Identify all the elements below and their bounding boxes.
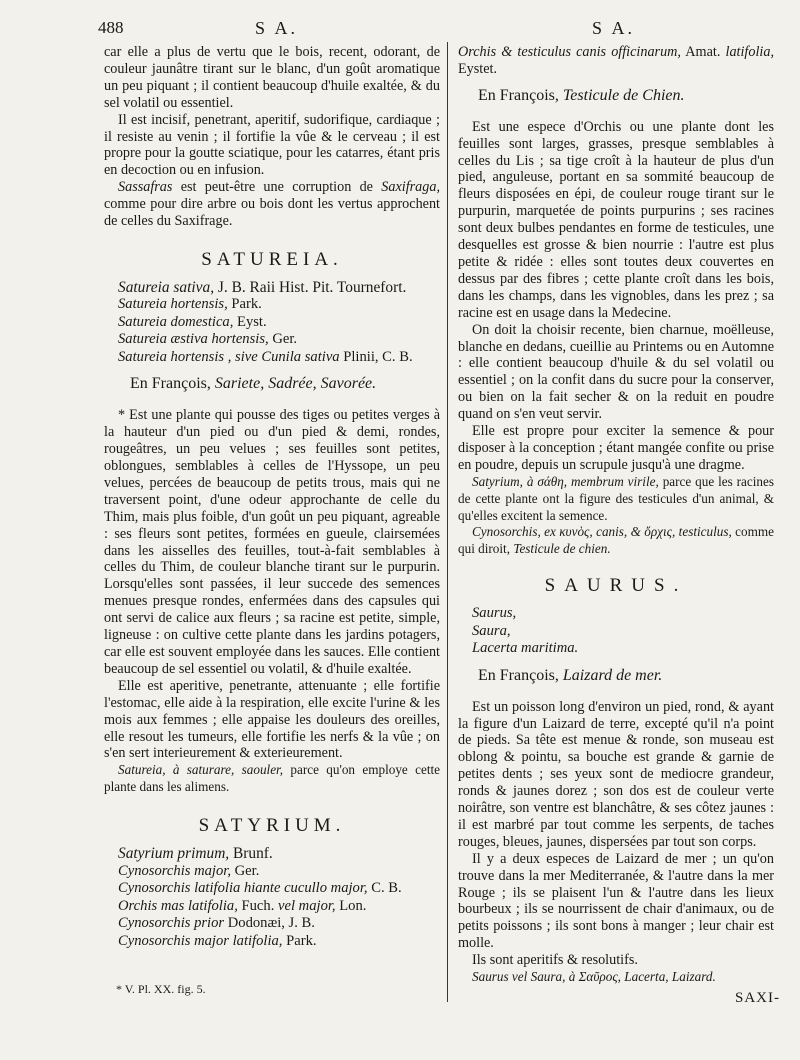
synonym-line: Lacerta maritima. [472, 640, 579, 657]
paragraph: Est un poisson long d'environ un pied, rond, & ayant la figure d'un Laizard de terre, excepté qu'il n'a point de pieds. Sa tête est menue & ronde, son museau est oblong & pointu, sa bouche est grande & garnie de petites dents ; ses yeux sont de mediocre grandeur, ronds & jaunes dorez ; son dos est de couleur verte noirâtre, son ventre est blanchâtre, & ses côtez jaunes : il est marbré par tout comme les serpents, de taches rouges, bleues, jaunes, dispersées par tout son corps. [458, 698, 774, 850]
right-column [458, 44, 774, 986]
synonym-line: Saurus, [472, 605, 517, 622]
section-heading-satyrium: SATYRIUM. [198, 815, 346, 837]
catchword: SAXI- [735, 990, 780, 1006]
french-name: En François, Sariete, Sadrée, Savorée. [130, 375, 377, 393]
paragraph: Est une espece d'Orchis ou une plante dont les feuilles sont larges, grasses, presque semblables à celles du Lis ; sa tige croît à la hauteur de plus d'un pied, anguleuse, portant en sa sommité beaucoup de fleurs disposées en épi, de couleur rouge tirant sur le purpurin, marquetée de points purpurins ; ses racines sont deux bulbes pendantes en forme de testicules, une desquelles est grosse & bien nourrie : l'autre est plus petite & ridée : elles sont toutes deux couvertes en dessus par des fibres ; cette plante croît dans les bois, dans les champs, dans les vignobles, dans les prez ; sa racine est en usage dans la Medecine. [458, 118, 774, 321]
synonym-line: Cynosorchis latifolia hiante cucullo major, C. B. [118, 880, 402, 897]
synonym-line: Orchis mas latifolia, Fuch. vel major, Lon. [118, 897, 367, 914]
synonym-line: Satureia hortensis , sive Cunila sativa Plinii, C. B. [118, 348, 413, 365]
paragraph: * Est une plante qui pousse des tiges ou petites verges à la hauteur d'un pied ou d'un pied & demi, rondes, rougeâtres, un peu velues ; ses feuilles sont petites, oblongues, semblables à celles de l'Hyssope, un peu velues, percées de beaucoup de petits trous, mais qui ne traversent point, d'une odeur approchante de celle du Thim, mais plus foible, d'un goût un peu piquant, agreable : ses fleurs sont petites, formées en gueule, clairsemées dans les aisselles des feuilles, tout-à-fait semblables à celles du Thim, de couleur blanche tirant sur le purpurin. Lorsqu'elles sont passées, il leur succede des semences menues presque rondes, enfermées dans des capsules qui ont servi de calice aux fleurs ; sa racine est petite, simple, ligneuse : on cultive cette plante dans les jardins potagers, car elle est souvent employée dans les sauces. Elle contient beaucoup de sel essentiel ou volatil, & d'huile exaltée. [104, 407, 440, 677]
etymology: Saurus vel Saura, à Σαῦρος, Lacerta, Laizard. [472, 969, 716, 985]
synonym-line: Satureia sativa, J. B. Raii Hist. Pit. Tournefort. [118, 278, 407, 296]
paragraph: Ils sont aperitifs & resolutifs. [472, 952, 638, 969]
paragraph: Elle est propre pour exciter la semence & pour disposer à la conception ; étant mangée confite ou prise en poudre, depuis un scrupule jusqu'à une dragme. [458, 423, 774, 473]
paragraph: Il y a deux especes de Laizard de mer ; un qu'on trouve dans la mer Mediterranée, & l'autre dans la mer Rouge ; ils se plaisent l'un & l'autre dans les lieux bourbeux ; ils se nourrissent de chair d'animaux, ou de petits poissons ; ils sont bons à manger ; leur chair est molle. [458, 850, 774, 952]
synonym-line: Satureia hortensis, Park. [118, 296, 262, 313]
running-head-left: S A. [255, 18, 299, 38]
synonym-line: Satyrium primum, Brunf. [118, 845, 273, 863]
paragraph: On doit la choisir recente, bien charnue, moëlleuse, blanche en dedans, cueillie au Printems ou en Automne : elle contient beaucoup d'huile & du sel volatil ou essentiel ; on la confit dans du sucre pour la conserver, ou bien on la fait secher & on la reduit en poudre quand on s'en veut servir. [458, 321, 774, 423]
paragraph: Sassafras est peut-être une corruption de Saxifraga, comme pour dire arbre ou bois dont les vertus approchent de celles du Saxifrage. [104, 179, 440, 230]
paragraph: Il est incisif, penetrant, aperitif, sudorifique, cardiaque ; il resiste au venin ; il fortifie la vûe & le cerveau ; il est propre pour la goutte sciatique, pour les catarres, étant pris en decoction ou en infusion. [104, 111, 440, 179]
italic-term: Sassafras [118, 179, 173, 196]
etymology: Satureia, à saturare, saouler, parce qu'on employe cette plante dans les alimens. [104, 762, 440, 795]
synonym-line: Satureia æstiva hortensis, Ger. [118, 331, 298, 348]
footnote: * V. Pl. XX. fig. 5. [116, 982, 206, 996]
synonym-line: Cynosorchis prior Dodonæi, J. B. [118, 915, 315, 932]
synonym-line: Saura, [472, 622, 511, 639]
etymology: Satyrium, à σάθη, membrum virile, parce que les racines de cette plante ont la figure des testicules d'un animal, & qu'elles excitent la semence. [458, 473, 775, 523]
synonym-line: Cynosorchis major, Ger. [118, 862, 260, 879]
running-head-right: S A. [592, 18, 636, 38]
synonym-line: Cynosorchis major latifolia, Park. [118, 932, 317, 949]
synonym-line: Orchis & testiculus canis officinarum, Amat. latifolia, Eystet. [458, 44, 774, 77]
italic-term: Saxifraga, [381, 179, 440, 196]
synonym-line: Satureia domestica, Eyst. [118, 313, 267, 330]
paragraph: Elle est aperitive, penetrante, attenuante ; elle fortifie l'estomac, elle aide à la respiration, elle excite l'urine & les mois aux femmes ; elle appaise les douleurs des oreilles, elle resout les tumeurs, elle fortifie les nerfs & la vûe ; on s'en sert interieurement & exterieurement. [104, 677, 440, 762]
column-divider [447, 42, 448, 1002]
section-heading-satureia: SATUREIA. [201, 248, 343, 270]
page-number: 488 [98, 18, 124, 37]
section-heading-saurus: SAURUS. [544, 575, 688, 597]
french-name: En François, Laizard de mer. [478, 666, 663, 684]
left-column [104, 44, 440, 950]
french-name: En François, Testicule de Chien. [478, 86, 685, 104]
paragraph: car elle a plus de vertu que le bois, recent, odorant, de couleur jaunâtre tirant sur le blanc, d'un goût aromatique un peu piquant ; il contient beaucoup d'huile exaltée, & du sel volatil ou essentiel. [104, 44, 440, 111]
etymology: Cynosorchis, ex κυνὸς, canis, & ὄρχις, testiculus, comme qui diroit, Testicule de chien. [458, 524, 774, 557]
